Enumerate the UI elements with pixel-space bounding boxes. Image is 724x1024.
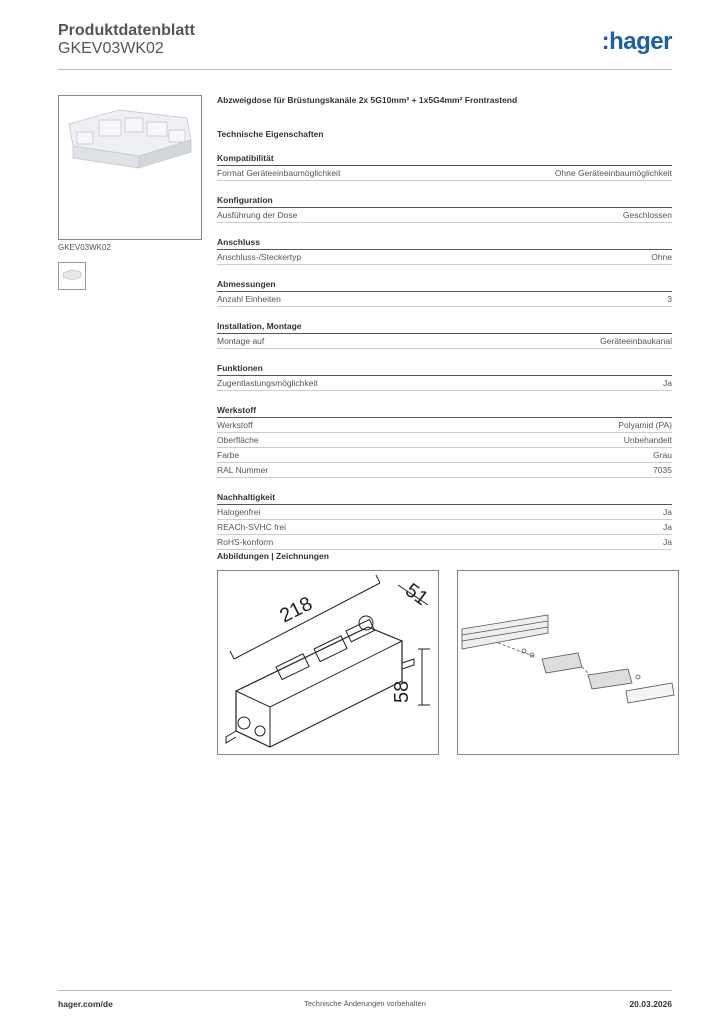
property-row <box>217 520 672 535</box>
property-value: Grau <box>653 450 672 460</box>
property-value: Ja <box>663 522 672 532</box>
section-installation <box>217 321 672 349</box>
property-label: RoHS-konform <box>217 537 274 547</box>
product-details <box>217 95 672 550</box>
property-row <box>217 208 672 223</box>
property-label: Farbe <box>217 450 240 460</box>
property-row <box>217 292 672 307</box>
section-nachhaltigkeit <box>217 492 672 550</box>
property-value: 3 <box>667 294 672 304</box>
property-row <box>217 250 672 265</box>
footer-note: Technische Änderungen vorbehalten <box>304 999 426 1008</box>
product-title: Abzweigdose für Brüstungskanäle 2x 5G10mm² + 1x5G4mm² Frontrastend <box>217 95 518 105</box>
property-value: Polyamid (PA) <box>618 420 672 430</box>
property-label: Anzahl Einheiten <box>217 294 281 304</box>
property-value: Ja <box>663 507 672 517</box>
hager-logo[interactable]: :hager <box>601 28 672 55</box>
section-title: Anschluss <box>217 237 672 250</box>
dimension-length-label: 218 <box>276 592 317 628</box>
thumbnail-small[interactable] <box>58 262 86 290</box>
property-row <box>217 376 672 391</box>
property-row <box>217 334 672 349</box>
dimension-drawing[interactable] <box>217 570 439 755</box>
property-row <box>217 535 672 550</box>
property-value: Ja <box>663 378 672 388</box>
property-row <box>217 433 672 448</box>
section-werkstoff <box>217 405 672 478</box>
property-label: Montage auf <box>217 336 265 346</box>
article-number: GKEV03WK02 <box>58 40 164 57</box>
footer-website-link[interactable]: hager.com/de <box>58 999 113 1009</box>
section-title: Kompatibilität <box>217 153 672 166</box>
property-value: 7035 <box>653 465 672 475</box>
section-anschluss <box>217 237 672 265</box>
property-label: Werkstoff <box>217 420 253 430</box>
thumbnail-label: GKEV03WK02 <box>58 243 111 252</box>
section-title: Installation, Montage <box>217 321 672 334</box>
section-kompatibilitaet <box>217 153 672 181</box>
dimension-height-label: 58 <box>391 680 413 703</box>
property-label: Format Geräteeinbaumöglichkeit <box>217 168 341 178</box>
section-konfiguration <box>217 195 672 223</box>
property-label: Zugentlastungsmöglichkeit <box>217 378 318 388</box>
section-title: Abmessungen <box>217 279 672 292</box>
page-footer <box>58 990 672 1014</box>
property-row <box>217 448 672 463</box>
property-row <box>217 505 672 520</box>
installation-drawing[interactable] <box>457 570 679 755</box>
property-value: Unbehandelt <box>623 435 672 445</box>
property-value: Ja <box>663 537 672 547</box>
property-label: Ausführung der Dose <box>217 210 298 220</box>
property-value: Geräteeinbaukanal <box>600 336 672 346</box>
property-value: Geschlossen <box>622 210 672 220</box>
section-title: Werkstoff <box>217 405 672 418</box>
section-funktionen <box>217 363 672 391</box>
property-label: RAL Nummer <box>217 465 269 475</box>
property-value: Ohne Geräteeinbaumöglichkeit <box>554 168 672 178</box>
document-title: Produktdatenblatt <box>58 22 195 39</box>
section-title: Funktionen <box>217 363 672 376</box>
property-row <box>217 418 672 433</box>
dimension-width-label: 51 <box>401 579 432 611</box>
section-abmessungen <box>217 279 672 307</box>
property-row <box>217 166 672 181</box>
properties-heading: Technische Eigenschaften <box>217 129 324 139</box>
figures-heading: Abbildungen | Zeichnungen <box>217 551 329 561</box>
property-label: Anschluss-/Steckertyp <box>217 252 302 262</box>
property-label: Oberfläche <box>217 435 259 445</box>
section-title: Konfiguration <box>217 195 672 208</box>
property-row <box>217 463 672 478</box>
section-title: Nachhaltigkeit <box>217 492 672 505</box>
property-label: Halogenfrei <box>217 507 261 517</box>
page-header <box>58 22 672 70</box>
footer-date: 20.03.2026 <box>629 999 672 1009</box>
product-image[interactable] <box>58 95 202 240</box>
property-label: REACh-SVHC frei <box>217 522 286 532</box>
property-value: Ohne <box>651 252 672 262</box>
